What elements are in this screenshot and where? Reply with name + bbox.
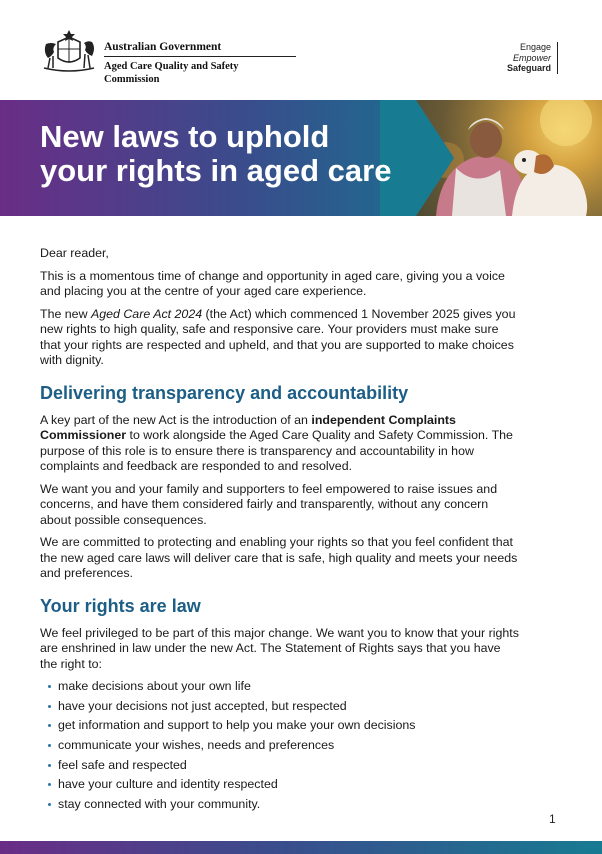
branding-divider — [104, 56, 296, 57]
tagline-engage: Engage — [519, 42, 551, 52]
list-item: communicate your wishes, needs and preferences — [48, 738, 520, 754]
tagline-safeguard: Safeguard — [506, 63, 551, 73]
intro-paragraph-1: This is a momentous time of change and opportunity in aged care, giving you a voice and placing you at the centre of your aged care experience. — [40, 268, 505, 298]
commission-name: Aged Care Quality and Safety Commission — [104, 61, 239, 85]
letter-body — [40, 246, 520, 817]
complaints-commissioner: independent Complaints Commissioner — [40, 412, 456, 442]
footer-gradient-bar — [0, 841, 602, 854]
government-branding — [104, 40, 296, 86]
intro-paragraph-2: The new Aged Care Act 2024 (the Act) which commenced 1 November 2025 gives you new rights to high quality, safe and responsive care. Your providers must make sure that your rights are respected and upheld, and that you are supported to make choices with dignity. — [40, 306, 516, 367]
government-name: Australian Government — [104, 41, 222, 53]
list-item: have your culture and identity respected — [48, 777, 520, 793]
transparency-paragraph-1: A key part of the new Act is the introduction of an independent Complaints Commissioner to work alongside the Aged Care Quality and Safety Commission. The purpose of this role is to ensure there is transparency and accountability in how complaints and feedback are responded to and resolved. — [40, 412, 513, 473]
title-line-2: your rights in aged care — [40, 153, 392, 188]
section-heading-rights: Your rights are law — [40, 595, 201, 616]
transparency-paragraph-3: We are committed to protecting and enabling your rights so that you feel confident that the new aged care laws will deliver care that is safe, high quality and meets your needs and preferences. — [40, 535, 518, 580]
transparency-paragraph-2: We want you and your family and supporters to feel empowered to raise issues and concerns, and have them considered fairly and transparently, without any concern about possible consequences. — [40, 481, 498, 527]
greeting: Dear reader, — [40, 246, 109, 260]
title-line-1: New laws to uphold — [40, 119, 330, 154]
section-heading-transparency: Delivering transparency and accountability — [40, 382, 409, 403]
list-item: have your decisions not just accepted, but respected — [48, 699, 520, 715]
list-item: feel safe and respected — [48, 758, 520, 774]
tagline-empower: Empower — [512, 52, 551, 63]
list-item: stay connected with your community. — [48, 797, 520, 813]
act-name: Aged Care Act 2024 — [90, 306, 203, 321]
tagline — [507, 42, 558, 74]
page-header — [0, 0, 602, 100]
list-item: get information and support to help you make your own decisions — [48, 718, 520, 734]
coat-of-arms-logo — [40, 28, 98, 74]
page-number: 1 — [549, 812, 556, 826]
list-item: make decisions about your own life — [48, 679, 520, 695]
rights-list — [40, 679, 520, 813]
rights-paragraph: We feel privileged to be part of this major change. We want you to know that your rights are enshrined in law under the new Act. The Statement of Rights says that you have the right to: — [40, 625, 519, 671]
page-title — [40, 120, 420, 188]
